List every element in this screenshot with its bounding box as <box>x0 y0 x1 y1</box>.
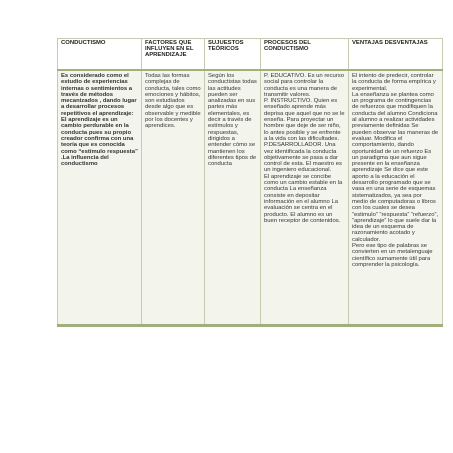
cell-supuestos: Según los conductistas todas las actitudes pueden ser analizadas en sus partes más elementales, es decir a través de estímulos y respuestas, dirigidos a entender cómo se mantienen los diferentes tipos de conducta <box>205 70 261 326</box>
header-cell-factores: FACTORES QUE INFLUYEN EN EL APRENDIZAJE <box>142 39 205 71</box>
cell-factores: Todas las formas complejas de conducta, tales como emociones y hábitos, son estudiados desde algo que es observable y medible por los docentes y aprendices. <box>142 70 205 326</box>
cell-ventajas: El intento de predecir, controlar la conducta de forma empírica y experimental. La enseñanza se plantea como un programa de contingencias de refuerzos que modifiquen la conducta del alumno Condiciona al alumno a realizar actividades previamente definidas Se pueden observar las maneras de evaluar. Modifica el comportamiento, dando oportunidad de un refuerzo Es un paradigma que aun sigue presente en la enseñanza aprendizaje Se dice que este aporto a la educación el desarrollo programado que se vasa en una serie de esquemas sistematizados, ya sea por medio de computadoras o libros con los cuales se desea “estimulo” “respuesta” “refuerzo”, “aprendizaje” lo que suele dar la idea de un esquema de razonamiento acotado y calculador. Pero ese tipo de palabras se convierten en un metalenguaje científico sumamente útil para comprender la psicología. <box>349 70 443 326</box>
header-cell-ventajas: VENTAJAS DESVENTAJAS <box>349 39 443 71</box>
cell-conductismo: Es considerado como el estudio de experiencias internas o sentimientos a través de métodos mecanizados , dando lugar a desarrollar procesos repetitivos el aprendizaje: El aprendizaje es un cambio perdurable en la conducta pues su propio creador confirma con una teoría que es conocida como “estímulo respuesta” .La influencia del conductismo <box>58 70 142 326</box>
header-cell-procesos: PROCESOS DEL CONDUCTISMO <box>261 39 349 71</box>
comparison-table <box>57 38 443 327</box>
header-cell-supuestos: SUJUESTOS TEÓRICOS <box>205 39 261 71</box>
table-row <box>58 70 443 326</box>
header-cell-conductismo: CONDUCTISMO <box>58 39 142 71</box>
table-header-row <box>58 39 443 71</box>
cell-procesos: P. EDUCATIVO. Es un recurso social para controlar la conducta es una manera de transmitir valores. P. INSTRUCTIVO. Quien es enseñado aprende más deprisa que aquel que no se le enseña. Para proyectar un hombre que deje de ser niño, lo antes posible y se enfrente a la vida con las dificultades. P.DESARROLLADOR. Una vez identificada la conducta objetivamente se pasa a dar control de esta. El maestro es un ingeniero educacional. El aprendizaje se concibe como un cambio estable en la conducta La enseñanza consiste en depositar información en el alumno La evaluación se centra en el producto. El alumno es un buen receptor de contenidos. <box>261 70 349 326</box>
